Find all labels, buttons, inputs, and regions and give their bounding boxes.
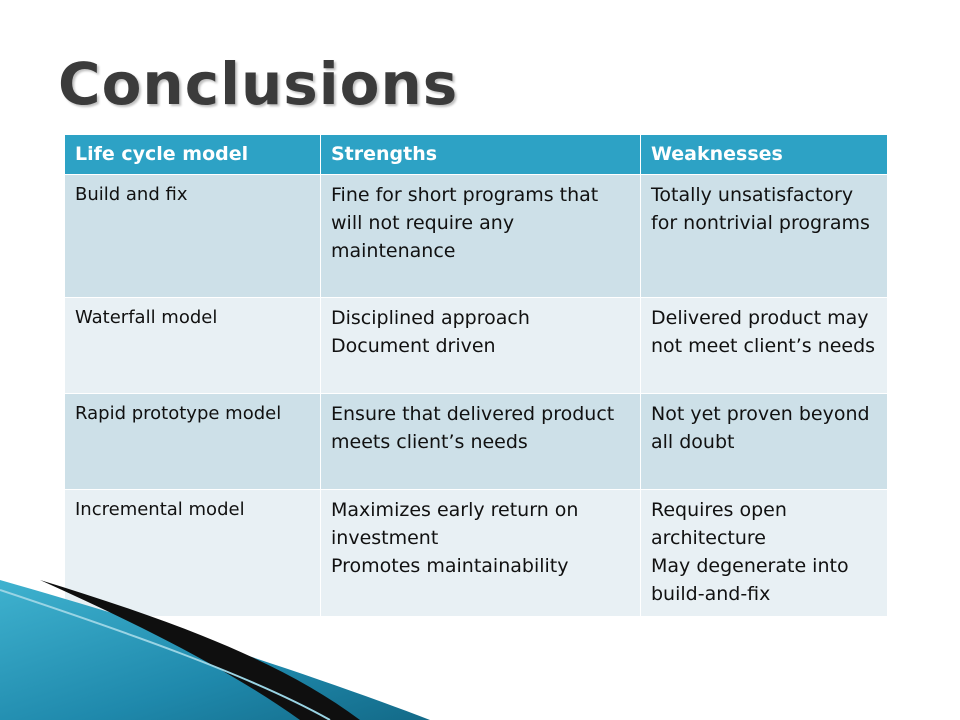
cell-model: Build and fix: [65, 175, 321, 298]
cell-weaknesses: [641, 175, 888, 298]
strength-line: Fine for short programs that will not require any maintenance: [331, 184, 599, 262]
cell-strengths: [321, 394, 641, 490]
strength-line: Maximizes early return on investment: [331, 499, 579, 549]
weakness-line: Delivered product may not meet client’s needs: [651, 307, 876, 357]
weakness-line: Totally unsatisfactory for nontrivial programs: [651, 184, 870, 234]
weakness-line: Not yet proven beyond all doubt: [651, 403, 870, 453]
table-row: [65, 298, 888, 394]
strength-line: Ensure that delivered product meets client’s needs: [331, 403, 615, 453]
strength-line: Document driven: [331, 335, 496, 357]
weakness-line: May degenerate into build-and-fix: [651, 555, 849, 605]
table-row: [65, 394, 888, 490]
cell-strengths: [321, 298, 641, 394]
strength-line: Promotes maintainability: [331, 555, 569, 577]
table-header-row: [65, 135, 888, 175]
weakness-line: Requires open architecture: [651, 499, 787, 549]
header-life-cycle-model: Life cycle model: [65, 135, 321, 175]
cell-strengths: [321, 175, 641, 298]
header-strengths: Strengths: [321, 135, 641, 175]
table-row: [65, 175, 888, 298]
cell-weaknesses: [641, 394, 888, 490]
slide-title: Conclusions: [58, 50, 459, 118]
strength-line: Disciplined approach: [331, 307, 530, 329]
corner-swoosh-decoration: [0, 580, 960, 720]
cell-model: Waterfall model: [65, 298, 321, 394]
cell-weaknesses: [641, 298, 888, 394]
comparison-table: [64, 134, 888, 617]
cell-model: Incremental model: [65, 490, 321, 617]
cell-model: Rapid prototype model: [65, 394, 321, 490]
header-weaknesses: Weaknesses: [641, 135, 888, 175]
